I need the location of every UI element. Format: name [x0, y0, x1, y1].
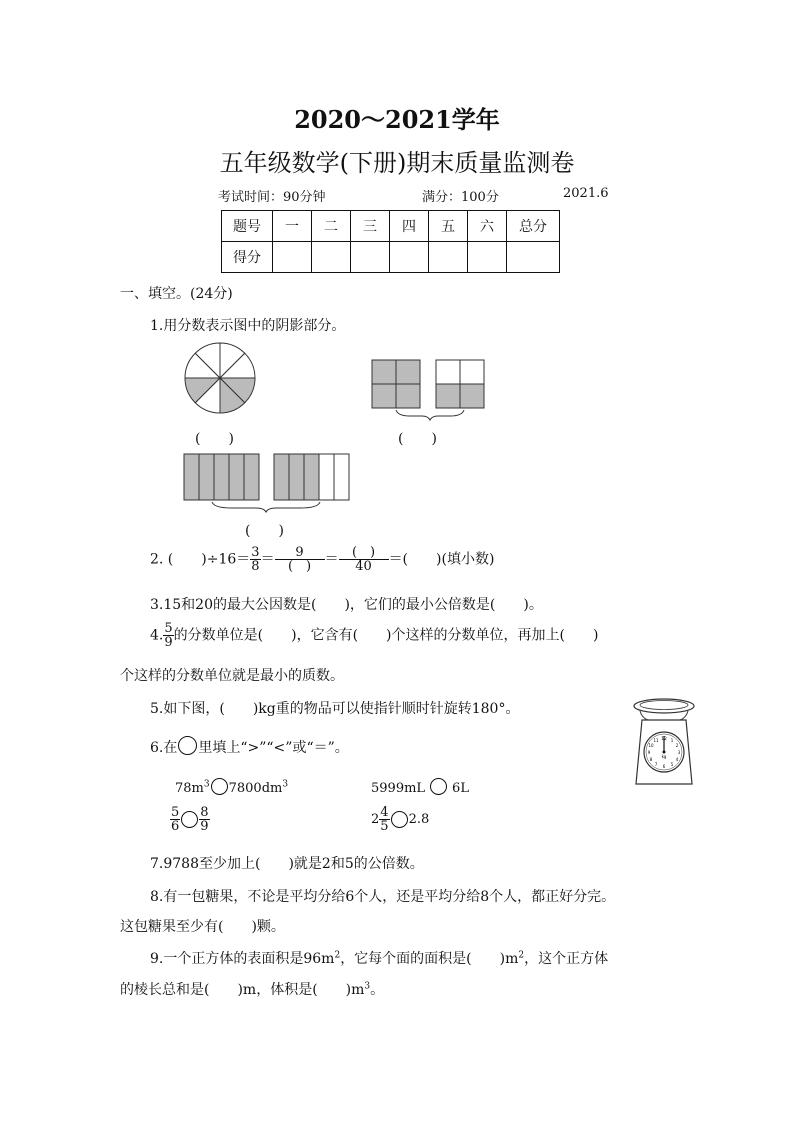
exam-date: 2021.6: [563, 186, 609, 201]
q2-suffix: ＝( )(填小数): [388, 551, 495, 568]
exam-subtitle: 五年级数学(下册)期末质量监测卷: [219, 149, 575, 177]
compare-circle-input[interactable]: [181, 811, 198, 828]
q2-fraction-1: [250, 546, 260, 573]
full-marks: 满分：100分: [422, 190, 499, 205]
score-input-cell[interactable]: [390, 242, 429, 273]
question-8-line-1: 8.有一包糖果，不论是平均分给6个人，还是平均分给8个人，都正好分完。: [150, 889, 616, 905]
score-cell: 六: [468, 211, 507, 242]
numerator: ( ): [351, 545, 376, 560]
exponent: 2: [334, 950, 341, 961]
fraction-right: [199, 806, 209, 833]
question-1: 1.用分数表示图中的阴影部分。: [150, 318, 346, 334]
exam-time: 考试时间：90分钟: [218, 190, 326, 205]
denominator: 6: [171, 819, 180, 834]
question-3: 3.15和20的最大公因数是( )，它们的最小公倍数是( )。: [150, 597, 543, 613]
dial-number: 8: [649, 757, 653, 762]
exponent: 3: [203, 779, 210, 790]
question-2: [150, 546, 494, 573]
q9-text: 9.一个正方体的表面积是96m: [150, 951, 335, 967]
question-4-line-2: 个这样的分数单位就是最小的质数。: [120, 668, 344, 684]
compare-left: 5999mL: [371, 781, 426, 796]
q6-suffix: 里填上“>”“<”或“＝”。: [198, 740, 349, 756]
q1-figures-top: [180, 340, 380, 420]
question-5: 5.如下图，( )kg重的物品可以使指针顺时针旋转180°。: [150, 701, 520, 717]
compare-right: 6L: [452, 781, 469, 796]
q9-text: 。: [370, 982, 385, 998]
q6-compare-b: [371, 778, 469, 796]
dial-number: 9: [647, 750, 651, 755]
compare-circle-input[interactable]: [211, 778, 228, 795]
score-cell: 总分: [507, 211, 560, 242]
mixed-fraction: [379, 806, 389, 833]
equals-sign: ＝: [324, 551, 339, 568]
score-input-cell[interactable]: [507, 242, 560, 273]
score-input-cell[interactable]: [351, 242, 390, 273]
q9-text: ，它每个面的面积是( )m: [340, 951, 519, 967]
compare-circle-input[interactable]: [391, 811, 408, 828]
numerator: 4: [380, 805, 389, 820]
denominator: 8: [251, 559, 260, 574]
score-cell: 四: [390, 211, 429, 242]
numerator: 8: [200, 805, 209, 820]
compare-circle-icon: [178, 736, 197, 755]
numerator: 9: [295, 545, 304, 560]
dial-number: 12: [661, 737, 667, 742]
score-table-header-row: [222, 211, 560, 242]
score-input-cell[interactable]: [429, 242, 468, 273]
compare-circle-input[interactable]: [430, 778, 447, 795]
denominator: 40: [339, 559, 389, 573]
q4-line-1: 的分数单位是( )，它含有( )个这样的分数单位，再加上( ): [173, 627, 599, 644]
dial-number: 2: [675, 743, 679, 748]
score-cell: 得分: [222, 242, 273, 273]
q6-compare-a: [175, 778, 288, 796]
question-4: [150, 622, 598, 649]
pie-circle-figure: [185, 343, 255, 413]
q1-answer-blank-2[interactable]: ( ): [398, 431, 437, 447]
score-cell: 一: [273, 211, 312, 242]
equals-sign: ＝: [260, 551, 275, 568]
score-cell: 二: [312, 211, 351, 242]
dial-number: 10: [648, 743, 654, 748]
q4-fraction: [163, 622, 173, 649]
q6-compare-d: [371, 806, 429, 833]
dial-number: 4: [675, 757, 679, 762]
q6-prefix: 6.在: [150, 740, 178, 756]
numerator: 5: [171, 805, 180, 820]
denominator: 5: [380, 819, 389, 834]
score-input-cell[interactable]: [273, 242, 312, 273]
q2-prefix: 2. ( )÷16＝: [150, 551, 251, 568]
question-7: 7.9788至少加上( )就是2和5的公倍数。: [150, 856, 424, 872]
exponent: 3: [364, 981, 371, 992]
score-cell: 题号: [222, 211, 273, 242]
score-cell: 三: [351, 211, 390, 242]
q2-fraction-3: [339, 546, 389, 573]
dial-number: 3: [677, 750, 681, 755]
dial-number: 11: [653, 738, 659, 743]
numerator: 3: [251, 545, 260, 560]
exponent: 2: [518, 950, 525, 961]
score-input-cell[interactable]: [468, 242, 507, 273]
q1-answer-blank-3[interactable]: ( ): [245, 523, 284, 539]
question-9-line-1: [150, 948, 608, 968]
question-6: [150, 736, 349, 757]
compare-left: 78m: [175, 781, 204, 796]
score-table-score-row: [222, 242, 560, 273]
denominator: 9: [164, 635, 173, 650]
denominator: 9: [200, 819, 209, 834]
fraction-left: [170, 806, 180, 833]
q4-number: 4.: [150, 627, 164, 644]
q1-bars-figure: [182, 452, 354, 514]
scale-icon: [628, 692, 700, 788]
scale-unit: kg: [661, 754, 667, 759]
q1-answer-blank-1[interactable]: ( ): [195, 431, 234, 447]
question-9-line-2: [120, 979, 384, 999]
dial-number: 7: [654, 762, 658, 767]
q1-squares-figure: [370, 358, 490, 422]
section-heading: 一、填空。(24分): [120, 286, 233, 302]
exam-title: 2020～2021学年: [294, 105, 500, 134]
q2-fraction-2: [275, 546, 325, 573]
numerator: 5: [164, 621, 173, 636]
score-table: [221, 210, 560, 273]
q9-text: 的棱长总和是( )m，体积是( )m: [120, 982, 365, 998]
score-cell: 五: [429, 211, 468, 242]
denominator: ( ): [275, 559, 325, 573]
dial-number: 5: [670, 762, 674, 767]
exponent: 3: [282, 779, 289, 790]
compare-right: 7800dm: [228, 781, 283, 796]
question-8-line-2: 这包糖果至少有( )颗。: [120, 919, 285, 935]
q6-compare-c: [170, 806, 210, 833]
q9-text: ，这个正方体: [524, 951, 609, 967]
compare-right: 2.8: [408, 812, 430, 827]
dial-number: 1: [670, 738, 674, 743]
score-input-cell[interactable]: [312, 242, 351, 273]
dial-number: 6: [662, 764, 666, 769]
mixed-whole: 2: [371, 812, 380, 827]
